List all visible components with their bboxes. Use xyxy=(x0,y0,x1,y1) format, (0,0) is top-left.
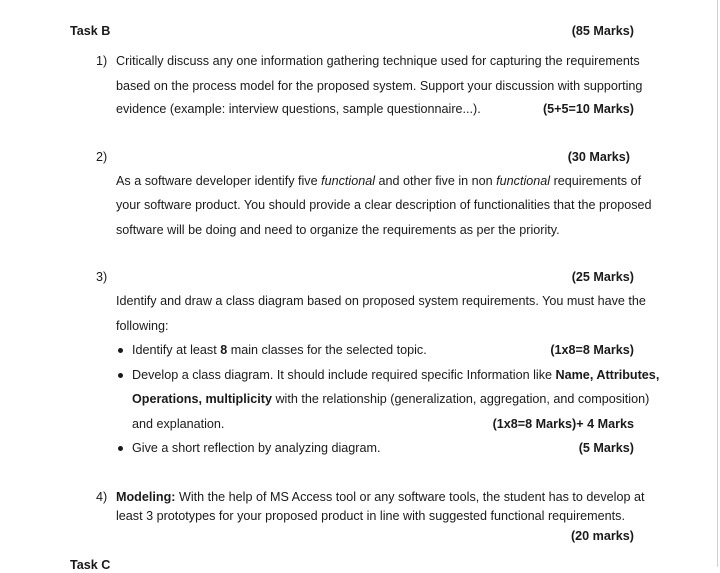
q3-bullet-3: Give a short reflection by analyzing diagram. xyxy=(132,441,381,455)
q1-line-1: Critically discuss any one information gathering technique used for capturing the requirements xyxy=(116,54,640,68)
q2-line-1: As a software developer identify five functional and other five in non functional requirements of xyxy=(116,174,642,188)
q1-number: 1) xyxy=(96,54,108,68)
q4-line-1: Modeling: With the help of MS Access tool or any software tools, the student has to develop at xyxy=(116,490,645,504)
q1-line-3: evidence (example: interview questions, sample questionnaire...). xyxy=(116,102,481,116)
q3-marks: (25 Marks) xyxy=(571,270,634,284)
task-c-heading: Task C xyxy=(70,558,111,572)
q1-marks: (5+5=10 Marks) xyxy=(542,102,634,116)
q1-line-2: based on the process model for the proposed system. Support your discussion with supporting xyxy=(116,79,643,93)
q3-line-1: Identify and draw a class diagram based on proposed system requirements. You must have the xyxy=(116,294,646,308)
q3-bullet-3-marks: (5 Marks) xyxy=(578,441,634,455)
task-b-heading: Task B xyxy=(70,24,111,38)
q3-bullet-1-marks: (1x8=8 Marks) xyxy=(550,343,634,357)
q3-number: 3) xyxy=(96,270,108,284)
q3-bullet-2-line-2: Operations, multiplicity with the relationship (generalization, aggregation, and composition) xyxy=(132,392,650,406)
q3-bullet-2-line-3: and explanation. xyxy=(132,417,225,431)
task-b-marks: (85 Marks) xyxy=(571,24,634,38)
q4-marks: (20 marks) xyxy=(570,529,634,543)
bullet-icon xyxy=(118,373,123,378)
q3-bullet-2-line-1: Develop a class diagram. It should include required specific Information like Name, Attributes, xyxy=(132,368,660,382)
q3-line-2: following: xyxy=(116,319,169,333)
q3-bullet-2-marks: (1x8=8 Marks)+ 4 Marks xyxy=(492,417,634,431)
bullet-icon xyxy=(118,348,123,353)
q3-bullet-1: Identify at least 8 main classes for the selected topic. xyxy=(132,343,427,357)
q4-number: 4) xyxy=(96,490,108,504)
q2-number: 2) xyxy=(96,150,108,164)
q4-line-2: least 3 prototypes for your proposed product in line with suggested functional requirements. xyxy=(116,509,625,523)
q2-line-3: software will be doing and need to organize the requirements as per the priority. xyxy=(116,223,560,237)
q2-marks: (30 Marks) xyxy=(567,150,630,164)
q2-line-2: your software product. You should provide a clear description of functionalities that the proposed xyxy=(116,198,652,212)
bullet-icon xyxy=(118,446,123,451)
